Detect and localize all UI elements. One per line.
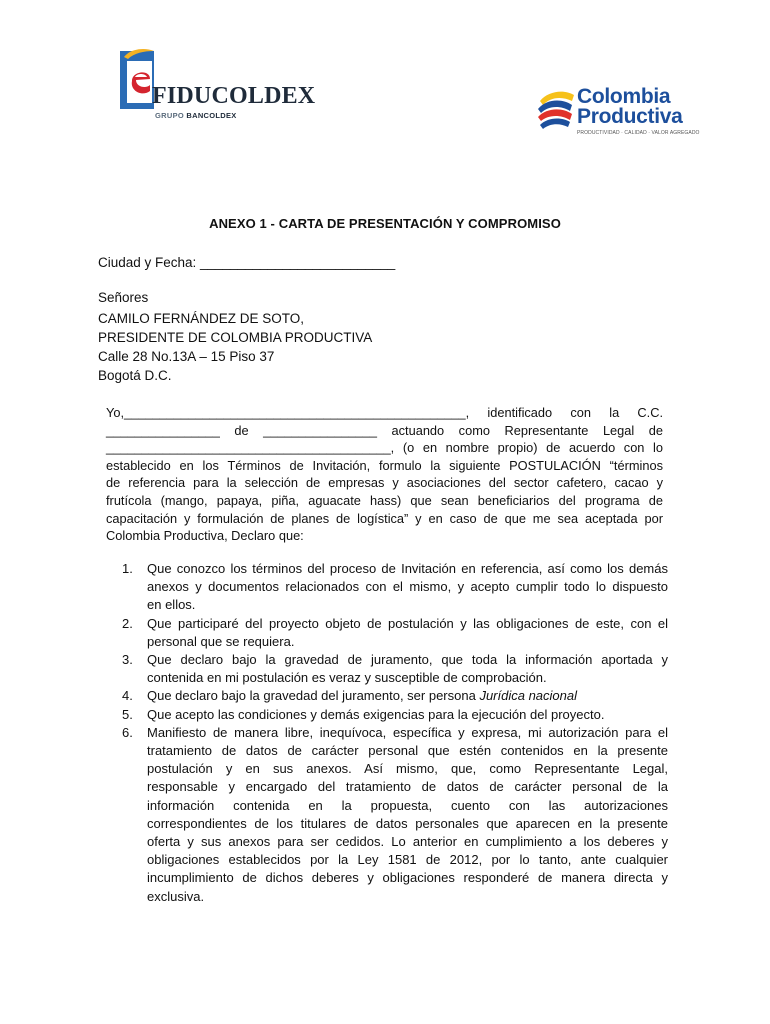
recipient-name: CAMILO FERNÁNDEZ DE SOTO, (98, 311, 305, 326)
fiducoldex-name: FIDUCOLDEX (152, 83, 316, 109)
declaration-line (147, 687, 668, 705)
declaration-line: exclusiva. (147, 888, 205, 904)
declaration-line: en ellos. (147, 597, 196, 613)
recipient-address: Calle 28 No.13A – 15 Piso 37 (98, 349, 275, 364)
declaration-text: Que declaro bajo la gravedad del juramento, ser persona (147, 688, 480, 704)
declaration-item (122, 687, 668, 705)
declaration-line: anexos y documentos relacionados con el mismo, y acepto cumplir todo lo dispuesto (147, 579, 668, 595)
intro-line: Colombia Productiva, Declaro que: (106, 528, 304, 544)
declaration-number: 1. (122, 561, 133, 576)
declaration-line: responsable y encargado del tratamiento de datos de carácter personal de la (147, 779, 668, 795)
recipient-city: Bogotá D.C. (98, 368, 172, 383)
recipient-salutation: Señores (98, 290, 149, 305)
declaration-line: Que conozco los términos del proceso de Invitación en referencia, así como los demás (147, 561, 668, 576)
fiducoldex-subtitle: GRUPO BANCOLDEX (155, 111, 237, 120)
declaration-line: Que declaro bajo la gravedad de juramento, que toda la información aportada y (147, 652, 668, 668)
intro-line: frutícola (mango, papaya, piña, aguacate hass) que sean beneficiarios del programa de (106, 492, 663, 508)
declaration-number: 5. (122, 706, 133, 722)
intro-line: de referencia para la selección de empresas y asociaciones del sector cafetero, cacao y (106, 475, 663, 491)
intro-line: establecido en los Términos de Invitación, formulo la siguiente POSTULACIÓN “términos (106, 457, 663, 473)
intro-paragraph (106, 404, 663, 545)
intro-line: Yo,________________________________________________, identificado con la C.C. (106, 405, 663, 420)
recipient-position: PRESIDENTE DE COLOMBIA PRODUCTIVA (98, 330, 373, 345)
declaration-item (122, 651, 668, 687)
colombia-productiva-logo (534, 84, 700, 144)
declaration-line: correspondientes de los titulares de datos personales que aparecen en la presente (147, 815, 668, 831)
declaration-line: obligaciones establecidos por la Ley 1581 de 2012, por lo tanto, ante cualquier (147, 852, 668, 868)
declarations-list (122, 560, 668, 906)
declaration-item (122, 615, 668, 651)
intro-line: capacitación y formulación de planes de logística” y en caso de que me sea aceptada por (106, 510, 663, 526)
declaration-line: información contenida en la propuesta, cuento con las autorizaciones (147, 797, 668, 813)
declaration-item (122, 706, 668, 724)
declaration-item (122, 724, 668, 906)
fiducoldex-logo (108, 42, 318, 124)
declaration-line: Manifiesto de manera libre, inequívoca, específica y expresa, mi autorización para el (147, 724, 668, 740)
declaration-italic-text: Jurídica nacional (479, 688, 577, 704)
declaration-line: tratamiento de datos de carácter personal que estén contenidos en la presente (147, 743, 668, 759)
declaration-item (122, 560, 668, 615)
declaration-line: Que participaré del proyecto objeto de postulación y las obligaciones de este, con el (147, 615, 668, 631)
declaration-line: Que acepto las condiciones y demás exigencias para la ejecución del proyecto. (147, 706, 605, 722)
declaration-line: personal que se requiera. (147, 633, 295, 649)
declaration-line: incumplimiento de dichos deberes y obligaciones responderé de manera directa y (147, 870, 668, 886)
declaration-line: contenida en mi postulación es veraz y susceptible de comprobación. (147, 670, 547, 686)
colombia-productiva-name-line2: Productiva (577, 105, 683, 128)
declaration-number: 6. (122, 724, 133, 740)
intro-line: ________________ de ________________ actuando como Representante Legal de (106, 422, 663, 438)
declaration-number: 3. (122, 652, 133, 668)
intro-line: ________________________________________, (o en nombre propio) de acuerdo con lo (106, 440, 663, 456)
document-title: ANEXO 1 - CARTA DE PRESENTACIÓN Y COMPROMISO (209, 216, 561, 231)
declaration-line: oferta y sus anexos para ser cedidos. Lo anterior en cumplimiento a los deberes y (147, 834, 668, 850)
fiducoldex-e-icon (120, 47, 156, 111)
city-date-line: Ciudad y Fecha: __________________________ (98, 255, 396, 270)
declaration-line: postulación y en sus anexos. Así mismo, que, como Representante Legal, (147, 761, 668, 777)
colombia-productiva-tagline: PRODUCTIVIDAD · CALIDAD · VALOR AGREGADO (577, 130, 700, 136)
declaration-number: 2. (122, 615, 133, 631)
declaration-number: 4. (122, 688, 133, 704)
colombia-productiva-name-line1: Colombia (577, 85, 671, 108)
colombia-productiva-arcs-icon (534, 87, 576, 135)
